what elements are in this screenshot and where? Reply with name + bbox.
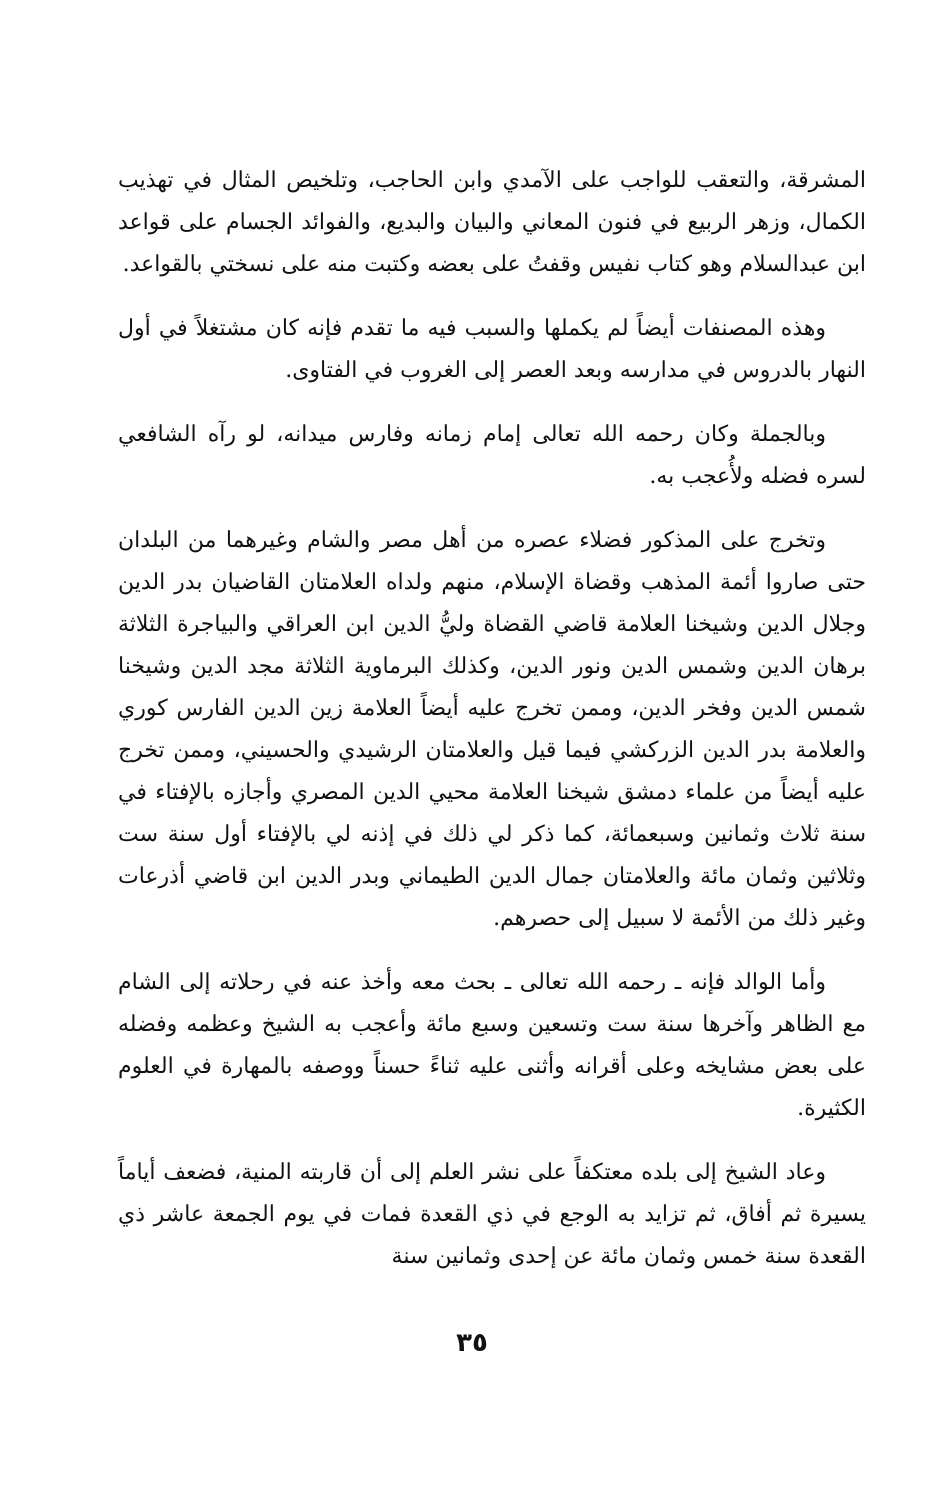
page-number: ٣٥ (456, 1328, 488, 1358)
paragraph-unfinished-works: وهذه المصنفات أيضاً لم يكملها والسبب فيه ما تقدم فإنه كان مشتغلاً في أول النهار بالدروس في مدارسه وبعد العصر إلى الغروب في الفتاوى. (118, 316, 866, 383)
paragraph-students: وتخرج على المذكور فضلاء عصره من أهل مصر والشام وغيرهما من البلدان حتى صاروا أئمة المذهب وقضاة الإسلام، منهم ولداه العلامتان القاضيان بدر الدين وجلال الدين وشيخنا العلامة قاضي القضاة وليُّ الدين ابن العراقي والبياجرة الثلاثة برهان الدين وشمس الدين ونور الدين، وكذلك البرماوية الثلاثة مجد الدين وشيخنا شمس الدين وفخر الدين، وممن تخرج عليه أيضاً العلامة زين الدين الفارس كوري والعلامة بدر الدين الزركشي فيما قيل والعلامتان الرشيدي والحسيني، وممن تخرج عليه أيضاً من علماء دمشق شيخنا العلامة محيي الدين المصري وأجازه بالإفتاء في سنة ثلاث وثمانين وسبعمائة، كما ذكر لي ذلك في إذنه لي بالإفتاء أول سنة ست وثلاثين وثمان مائة والعلامتان جمال الدين الطيماني وبدر الدين ابن قاضي أذرعات وغير ذلك من الأئمة لا سبيل إلى حصرهم. (118, 528, 866, 931)
paragraph-father: وأما الوالد فإنه ـ رحمه الله تعالى ـ بحث معه وأخذ عنه في رحلاته إلى الشام مع الظاهر وآخرها سنة ست وتسعين وسبع مائة وأعجب به الشيخ وعظمه وفضله على بعض مشايخه وعلى أقرانه وأثنى عليه ثناءً حسناً ووصفه بالمهارة في العلوم الكثيرة. (118, 970, 866, 1121)
body-text (118, 160, 866, 1300)
paragraph-continuation: المشرقة، والتعقب للواجب على الآمدي وابن الحاجب، وتلخيص المثال في تهذيب الكمال، وزهر الربيع في فنون المعاني والبيان والبديع، والفوائد الجسام على قواعد ابن عبدالسلام وهو كتاب نفيس وقفتُ على بعضه وكتبت منه على نسختي بالقواعد. (118, 168, 866, 277)
paragraph-praise: وبالجملة وكان رحمه الله تعالى إمام زمانه وفارس ميدانه، لو رآه الشافعي لسره فضله ولأُعجب به. (118, 422, 866, 489)
paragraph-death: وعاد الشيخ إلى بلده معتكفاً على نشر العلم إلى أن قاربته المنية، فضعف أياماً يسيرة ثم أفاق، ثم تزايد به الوجع في ذي القعدة فمات في يوم الجمعة عاشر ذي القعدة سنة خمس وثمان مائة عن إحدى وثمانين سنة (118, 1160, 866, 1269)
